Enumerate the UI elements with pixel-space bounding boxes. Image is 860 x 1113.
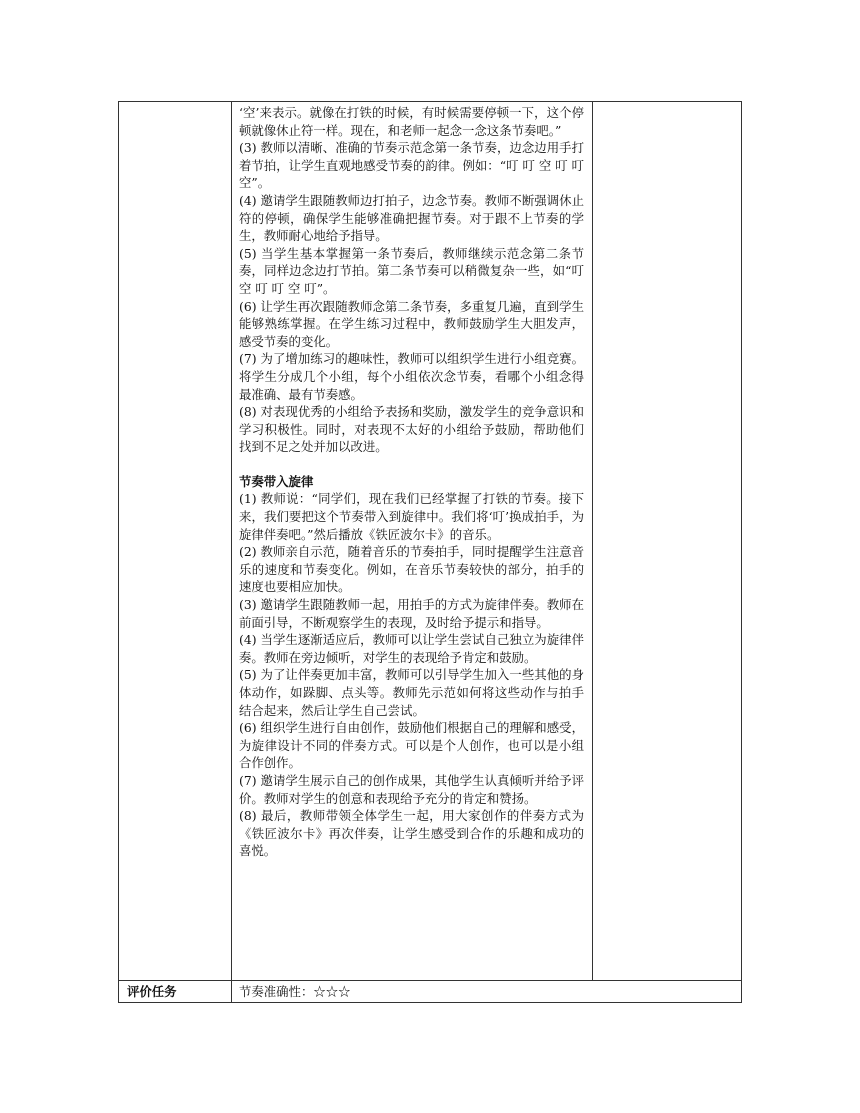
section-heading: 节奏带入旋律 (239, 473, 314, 489)
melody-step-3: (3) 邀请学生跟随教师一起，用拍手的方式为旋律伴奏。教师在前面引导，不断观察学生的表现，及时给予提示和指导。 (239, 597, 584, 630)
melody-step-6: (6) 组织学生进行自由创作，鼓励他们根据自己的理解和感受，为旋律设计不同的伴奏方式。可以是个人创作，也可以是小组合作创作。 (239, 720, 584, 771)
evaluation-content-cell (232, 981, 742, 1003)
melody-step-8: (8) 最后，教师带领全体学生一起，用大家创作的伴奏方式为《铁匠波尔卡》再次伴奏，让学生感受到合作的乐趣和成功的喜悦。 (239, 808, 584, 859)
activity-content (232, 102, 592, 862)
evaluation-content: 节奏准确性：☆☆☆ (239, 984, 351, 999)
section-spacer (239, 456, 584, 473)
rhythm-step-4: (4) 邀请学生跟随教师边打拍子，边念节奏。教师不断强调休止符的停顿，确保学生能够准确把握节奏。对于跟不上节奏的学生，教师耐心地给予指导。 (239, 192, 584, 244)
evaluation-label: 评价任务 (127, 984, 177, 999)
activity-content-cell (232, 102, 593, 981)
rhythm-step-8: (8) 对表现优秀的小组给予表扬和奖励，激发学生的竞争意识和学习积极性。同时，对表现不太好的小组给予鼓励，帮助他们找到不足之处并加以改进。 (239, 404, 584, 455)
evaluation-row (119, 981, 742, 1003)
melody-step-1: (1) 教师说：“同学们，现在我们已经掌握了打铁的节奏。接下来，我们要把这个节奏带入到旋律中。我们将‘叮’换成拍手，为旋律伴奏吧。”然后播放《铁匠波尔卡》的音乐。 (239, 491, 584, 542)
activity-row (119, 102, 742, 981)
melody-step-7: (7) 邀请学生展示自己的创作成果，其他学生认真倾听并给予评价。教师对学生的创意和表现给予充分的肯定和赞扬。 (239, 772, 584, 806)
lesson-plan-table (118, 101, 742, 1003)
notes-cell (593, 102, 742, 981)
rhythm-step-5: (5) 当学生基本掌握第一条节奏后，教师继续示范念第二条节奏，同样边念边打节拍。第二条节奏可以稍微复杂一些，如“叮 空 叮 叮 空 叮”。 (239, 245, 584, 296)
rhythm-step-6: (6) 让学生再次跟随教师念第二条节奏，多重复几遍，直到学生能够熟练掌握。在学生练习过程中，教师鼓励学生大胆发声，感受节奏的变化。 (239, 298, 584, 349)
melody-step-2: (2) 教师亲自示范，随着音乐的节奏拍手，同时提醒学生注意音乐的速度和节奏变化。例如，在音乐节奏较快的部分，拍手的速度也要相应加快。 (239, 544, 584, 595)
melody-step-5: (5) 为了让伴奏更加丰富，教师可以引导学生加入一些其他的身体动作，如跺脚、点头等。教师先示范如何将这些动作与拍手结合起来，然后让学生自己尝试。 (239, 667, 584, 718)
evaluation-label-cell (119, 981, 232, 1003)
intro-paragraph: ‘空’来表示。就像在打铁的时候，有时候需要停顿一下，这个停顿就像休止符一样。现在，和老师一起念一念这条节奏吧。” (239, 105, 584, 138)
melody-step-4: (4) 当学生逐渐适应后，教师可以让学生尝试自己独立为旋律伴奏。教师在旁边倾听，对学生的表现给予肯定和鼓励。 (239, 632, 584, 665)
rhythm-step-3: (3) 教师以清晰、准确的节奏示范念第一条节奏，边念边用手打着节拍，让学生直观地感受节奏的韵律。例如：“叮 叮 空 叮 叮 空”。 (239, 140, 584, 191)
row-label-cell (119, 102, 232, 981)
rhythm-step-7: (7) 为了增加练习的趣味性，教师可以组织学生进行小组竞赛。将学生分成几个小组，每个小组依次念节奏，看哪个小组念得最准确、最有节奏感。 (239, 351, 584, 402)
